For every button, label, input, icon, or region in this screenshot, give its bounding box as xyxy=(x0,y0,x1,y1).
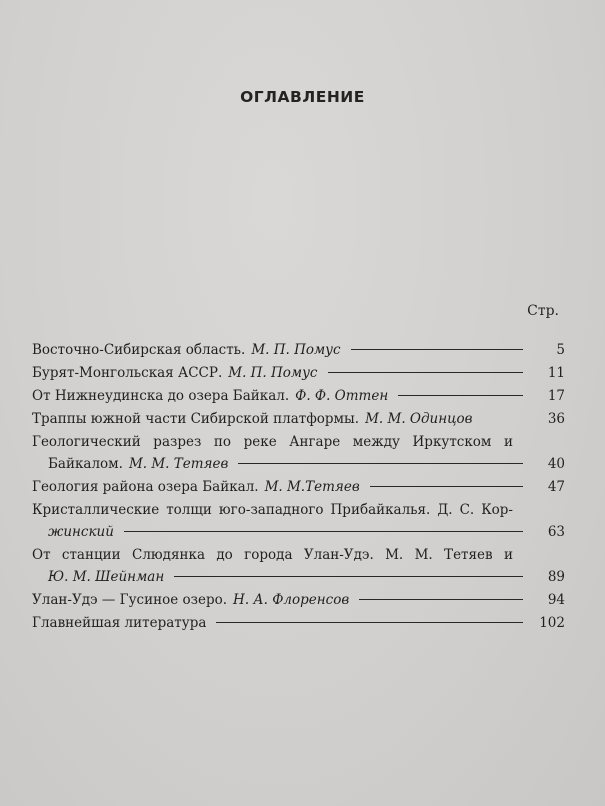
toc-entry xyxy=(32,385,565,407)
toc-entry-author: М. П. Помус xyxy=(228,365,318,381)
toc-entry xyxy=(32,612,565,634)
dot-leader xyxy=(124,531,523,532)
toc-entry-continuation xyxy=(32,453,565,475)
dot-leader xyxy=(359,599,523,600)
toc-entry-title: Бурят-Монгольская АССР. xyxy=(32,365,223,381)
toc-entry-page: 89 xyxy=(547,569,565,585)
dot-leader xyxy=(216,622,523,623)
page-title: ОГЛАВЛЕНИЕ xyxy=(240,88,365,106)
toc-entry-author: М. М. Тетяев xyxy=(128,456,229,472)
page-column-label: Стр. xyxy=(527,303,559,319)
toc-entry-title-cont: Ю. М. Шейнман xyxy=(48,569,165,585)
toc-entry-page: 36 xyxy=(547,411,565,427)
toc-entry-title: От Нижнеудинска до озера Байкал. xyxy=(32,388,290,404)
toc-entry-page: 47 xyxy=(547,479,565,495)
toc-entry xyxy=(32,499,565,543)
toc-entry-author: М. М.Тетяев xyxy=(264,479,360,495)
toc-entry-continuation xyxy=(32,521,565,543)
toc-entry-page: 40 xyxy=(547,456,565,472)
toc-entry-title: От станции Слюдянка до города Улан-Удэ. М. М. Тетяев и xyxy=(32,547,513,563)
toc-entry xyxy=(32,544,565,588)
toc-entry xyxy=(32,339,565,361)
toc-entry-title: Восточно-Сибирская область. xyxy=(32,342,246,358)
toc-entry-title: Геология района озера Байкал. xyxy=(32,479,259,495)
toc-entry-author: М. П. Помус xyxy=(251,342,341,358)
toc-entry-page: 5 xyxy=(556,342,565,358)
toc-entry-title: Главнейшая литература xyxy=(32,615,207,631)
toc-entry-author: Н. А. Флоренсов xyxy=(233,592,350,608)
table-of-contents xyxy=(32,339,565,635)
toc-entry-author: Ф. Ф. Оттен xyxy=(295,388,389,404)
dot-leader xyxy=(238,463,523,464)
toc-entry-title-cont: жинский xyxy=(48,524,114,540)
dot-leader xyxy=(174,576,523,577)
toc-entry xyxy=(32,362,565,384)
toc-entry-title: Кристаллические толщи юго-западного Прибайкалья. Д. С. Кор- xyxy=(32,502,513,518)
toc-entry-page: 63 xyxy=(547,524,565,540)
toc-entry-title: Траппы южной части Сибирской платформы. xyxy=(32,411,360,427)
toc-entry xyxy=(32,589,565,611)
toc-entry-author: М. М. Одинцов xyxy=(365,411,473,427)
toc-entry-page: 102 xyxy=(539,615,565,631)
dot-leader xyxy=(370,486,523,487)
toc-entry xyxy=(32,476,565,498)
dot-leader xyxy=(328,372,524,373)
toc-entry-page: 17 xyxy=(547,388,565,404)
toc-entry-page: 11 xyxy=(547,365,565,381)
toc-entry-continuation xyxy=(32,566,565,588)
toc-entry-title: Геологический разрез по реке Ангаре между Иркутском и xyxy=(32,434,513,450)
dot-leader xyxy=(351,349,523,350)
toc-entry-title-cont: Байкалом. xyxy=(48,456,123,472)
toc-entry xyxy=(32,408,565,430)
toc-entry xyxy=(32,431,565,475)
toc-entry-title: Улан-Удэ — Гусиное озеро. xyxy=(32,592,228,608)
toc-entry-page: 94 xyxy=(547,592,565,608)
dot-leader xyxy=(398,395,523,396)
